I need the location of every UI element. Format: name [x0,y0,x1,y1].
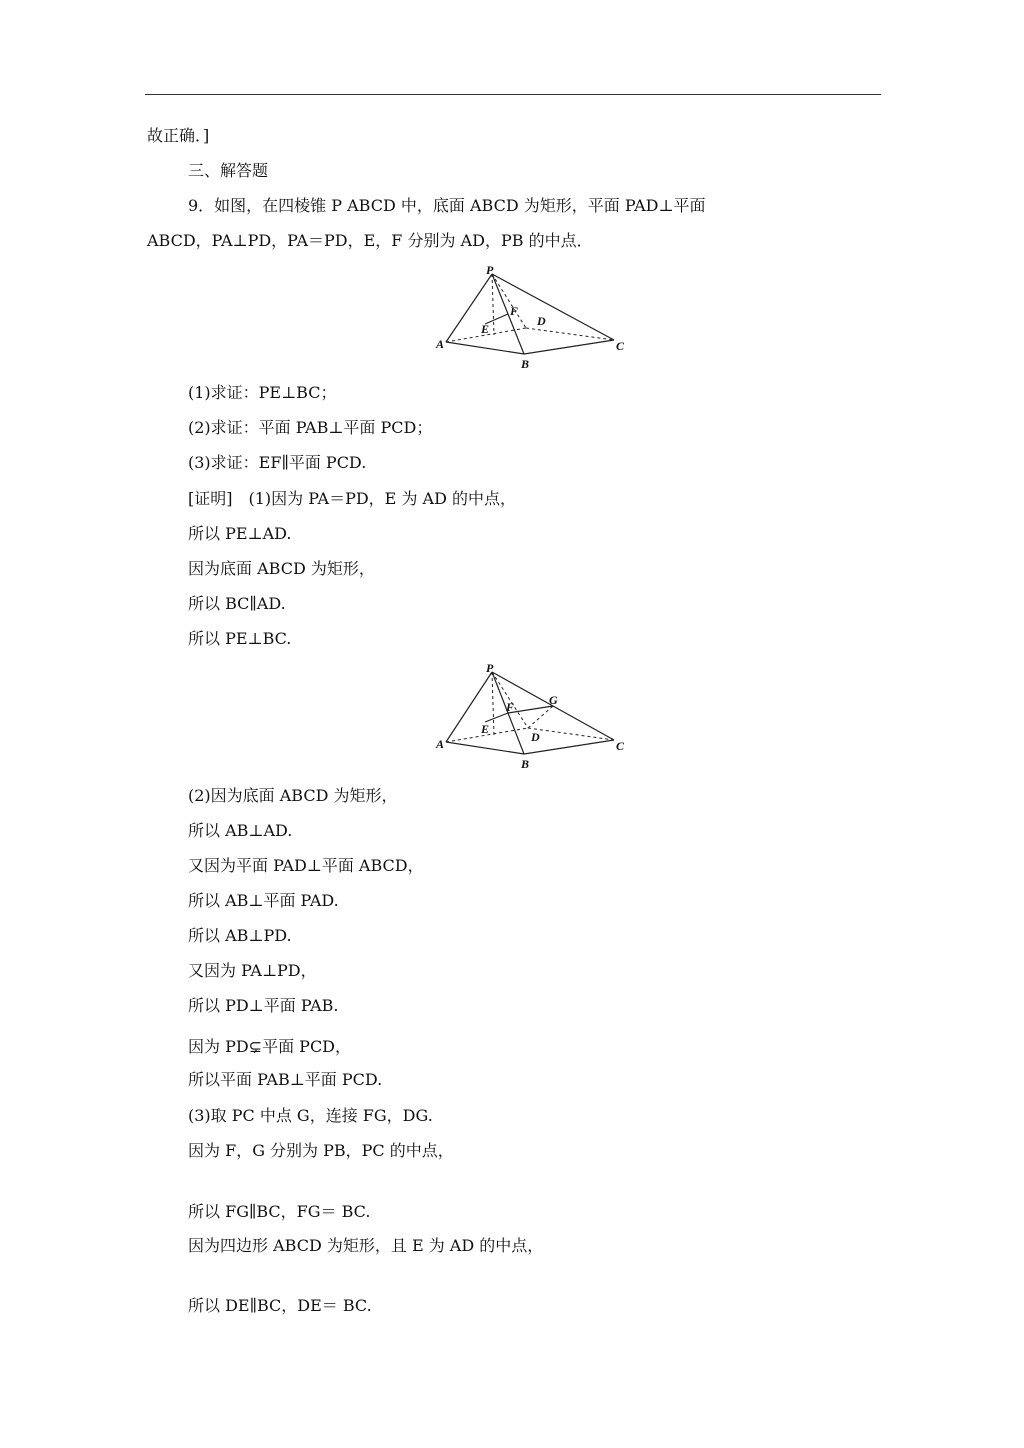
proof-line-17: 所以 FG∥BC，FG＝ BC. [188,1202,371,1221]
proof-line-4: 所以 BC∥AD. [188,594,286,613]
proof-line-10: 所以 AB⊥PD. [188,926,292,945]
fig2-label-p: P [486,661,494,675]
fig2-label-c: C [616,739,625,753]
proof-line-13: 因为 PD⊊平面 PCD， [188,1037,352,1056]
fig2-label-e: E [481,722,490,736]
section-heading: 三、解答题 [188,161,269,180]
proof-line-8: 又因为平面 PAD⊥平面 ABCD， [188,856,424,875]
proof-line-1: [证明] (1)因为 PA＝PD，E 为 AD 的中点， [188,489,517,508]
proof-line-7: 所以 AB⊥AD. [188,821,293,840]
pyramid-figure-2 [430,660,630,776]
fig1-label-b: B [521,357,530,371]
header-rule [145,94,881,95]
proof-line-5: 所以 PE⊥BC. [188,629,292,648]
fig2-label-g: G [549,693,558,707]
proof-line-14: 所以平面 PAB⊥平面 PCD. [188,1070,383,1089]
question-3: (3)求证：EF∥平面 PCD. [188,453,367,472]
proof-line-3: 因为底面 ABCD 为矩形， [188,559,375,578]
proof-line-2: 所以 PE⊥AD. [188,524,292,543]
proof-line-18: 因为四边形 ABCD 为矩形，且 E 为 AD 的中点， [188,1236,544,1255]
question-2: (2)求证：平面 PAB⊥平面 PCD； [188,418,433,437]
fig1-label-e: E [481,322,490,336]
proof-line-19: 所以 DE∥BC，DE＝ BC. [188,1296,372,1315]
proof-line-15: (3)取 PC 中点 G，连接 FG，DG. [188,1106,433,1125]
fig2-label-b: B [521,757,530,771]
fig1-label-c: C [616,339,625,353]
problem-statement-line-2: ABCD，PA⊥PD，PA＝PD，E，F 分别为 AD，PB 的中点． [147,231,593,250]
proof-line-11: 又因为 PA⊥PD， [188,961,317,980]
question-1: (1)求证：PE⊥BC； [188,383,337,402]
fig2-label-a: A [436,737,445,751]
fig1-label-p: P [486,263,494,277]
fig1-label-f: F [510,304,519,318]
proof-line-6: (2)因为底面 ABCD 为矩形， [188,786,398,805]
proof-line-9: 所以 AB⊥平面 PAD. [188,891,339,910]
proof-line-12: 所以 PD⊥平面 PAB. [188,996,339,1015]
fig2-label-d: D [531,730,540,744]
text-line-conclusion: 故正确．] [147,126,210,145]
pyramid-figure-1 [430,262,630,378]
fig1-label-d: D [537,314,546,328]
fig2-label-f: F [506,700,515,714]
problem-statement-line-1: 9．如图，在四棱锥 P ABCD 中，底面 ABCD 为矩形，平面 PAD⊥平面 [188,196,706,215]
proof-line-16: 因为 F，G 分别为 PB，PC 的中点， [188,1141,454,1160]
fig1-label-a: A [436,337,445,351]
